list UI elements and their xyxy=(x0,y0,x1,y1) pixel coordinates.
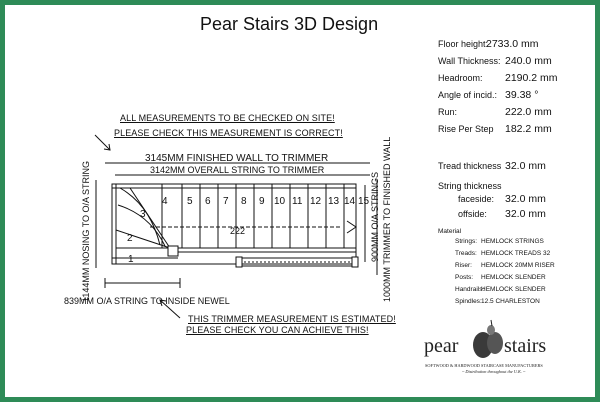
dim-over-strings: 900MM O/A STRINGS xyxy=(370,171,380,262)
material-label: Spindles: xyxy=(455,298,482,305)
material-value: HEMLOCK TREADS 32 xyxy=(481,250,551,257)
step-number: 5 xyxy=(187,196,193,207)
material-value: HEMLOCK SLENDER xyxy=(481,274,546,281)
run-label: Run: xyxy=(438,107,458,117)
step-number: 12 xyxy=(310,196,322,207)
material-value: HEMLOCK STRINGS xyxy=(481,238,544,245)
run-value: 222.0 mm xyxy=(505,106,552,118)
step-number: 2 xyxy=(127,233,133,244)
material-heading: Material xyxy=(438,228,462,235)
material-label: Treads: xyxy=(455,250,477,257)
material-label: Riser: xyxy=(455,262,472,269)
material-value: 12.5 CHARLESTON xyxy=(481,298,540,305)
string-thickness-label: String thickness xyxy=(438,181,502,191)
wall-thickness-value: 240.0 mm xyxy=(505,55,552,67)
offside-label: offside: xyxy=(458,209,487,219)
note-arrow xyxy=(95,135,110,150)
page-title: Pear Stairs 3D Design xyxy=(200,14,379,34)
step-number: 13 xyxy=(328,196,340,207)
floor-height-label: Floor height: xyxy=(438,39,489,49)
step-number: 4 xyxy=(162,196,168,207)
note-check-achieve: PLEASE CHECK YOU CAN ACHIEVE THIS! xyxy=(186,325,369,335)
step-number: 10 xyxy=(274,196,286,207)
note-check-on-site: ALL MEASUREMENTS TO BE CHECKED ON SITE! xyxy=(120,113,335,123)
floor-height-value: 2733.0 mm xyxy=(486,38,539,50)
material-label: Handrails: xyxy=(455,286,485,293)
dim-trimmer-to-finished-wall: 1000MM TRIMMER TO FINISHED WALL xyxy=(382,136,392,302)
material-value: HEMLOCK SLENDER xyxy=(481,286,546,293)
step-number: 11 xyxy=(292,196,303,207)
rise-label: Rise Per Step xyxy=(438,124,494,134)
tread-thickness-value: 32.0 mm xyxy=(505,160,546,172)
material-label: Strings: xyxy=(455,238,478,245)
headroom-label: Headroom: xyxy=(438,73,483,83)
step-number: 6 xyxy=(205,196,211,207)
dim-nosing-to-string: 1144MM NOSING TO O/A STRING xyxy=(81,160,91,302)
material-value: HEMLOCK 20MM RISER xyxy=(481,262,555,269)
step-number: 14 xyxy=(344,196,356,207)
headroom-value: 2190.2 mm xyxy=(505,72,558,84)
note-arrow xyxy=(160,300,180,318)
step-number: 8 xyxy=(241,196,247,207)
pear-logo-icon xyxy=(473,320,503,358)
logo-word-left: pear xyxy=(424,335,459,357)
logo-tagline: SOFTWOOD & HARDWOOD STAIRCASE MANUFACTURERS xyxy=(425,363,543,368)
wall-thickness-label: Wall Thickness: xyxy=(438,56,501,66)
dim-overall-string-to-trimmer: 3142MM OVERALL STRING TO TRIMMER xyxy=(150,165,325,175)
note-trimmer-estimated: THIS TRIMMER MEASUREMENT IS ESTIMATED! xyxy=(188,314,396,324)
step-number: 7 xyxy=(223,196,229,207)
faceside-value: 32.0 mm xyxy=(505,193,546,205)
logo-word-right: stairs xyxy=(504,335,547,357)
logo-subtagline: ~ Distribution throughout the U.K. ~ xyxy=(462,369,526,374)
tread-thickness-label: Tread thickness xyxy=(438,161,502,171)
run-dimension-label: 222 xyxy=(230,226,246,236)
material-label: Posts: xyxy=(455,274,474,281)
rise-value: 182.2 mm xyxy=(505,123,552,135)
step-number: 3 xyxy=(140,209,146,220)
faceside-label: faceside: xyxy=(458,194,495,204)
dim-string-to-newel: 839MM O/A STRING TO INSIDE NEWEL xyxy=(64,296,230,306)
angle-value: 39.38 ° xyxy=(505,89,539,101)
dim-finished-wall-to-trimmer: 3145MM FINISHED WALL TO TRIMMER xyxy=(145,153,329,164)
angle-label: Angle of incid.: xyxy=(438,90,498,100)
step-number: 1 xyxy=(128,254,134,265)
offside-value: 32.0 mm xyxy=(505,208,546,220)
note-check-measurement: PLEASE CHECK THIS MEASUREMENT IS CORRECT! xyxy=(114,128,343,138)
step-number: 9 xyxy=(259,196,265,207)
step-number: 15 xyxy=(358,196,370,207)
